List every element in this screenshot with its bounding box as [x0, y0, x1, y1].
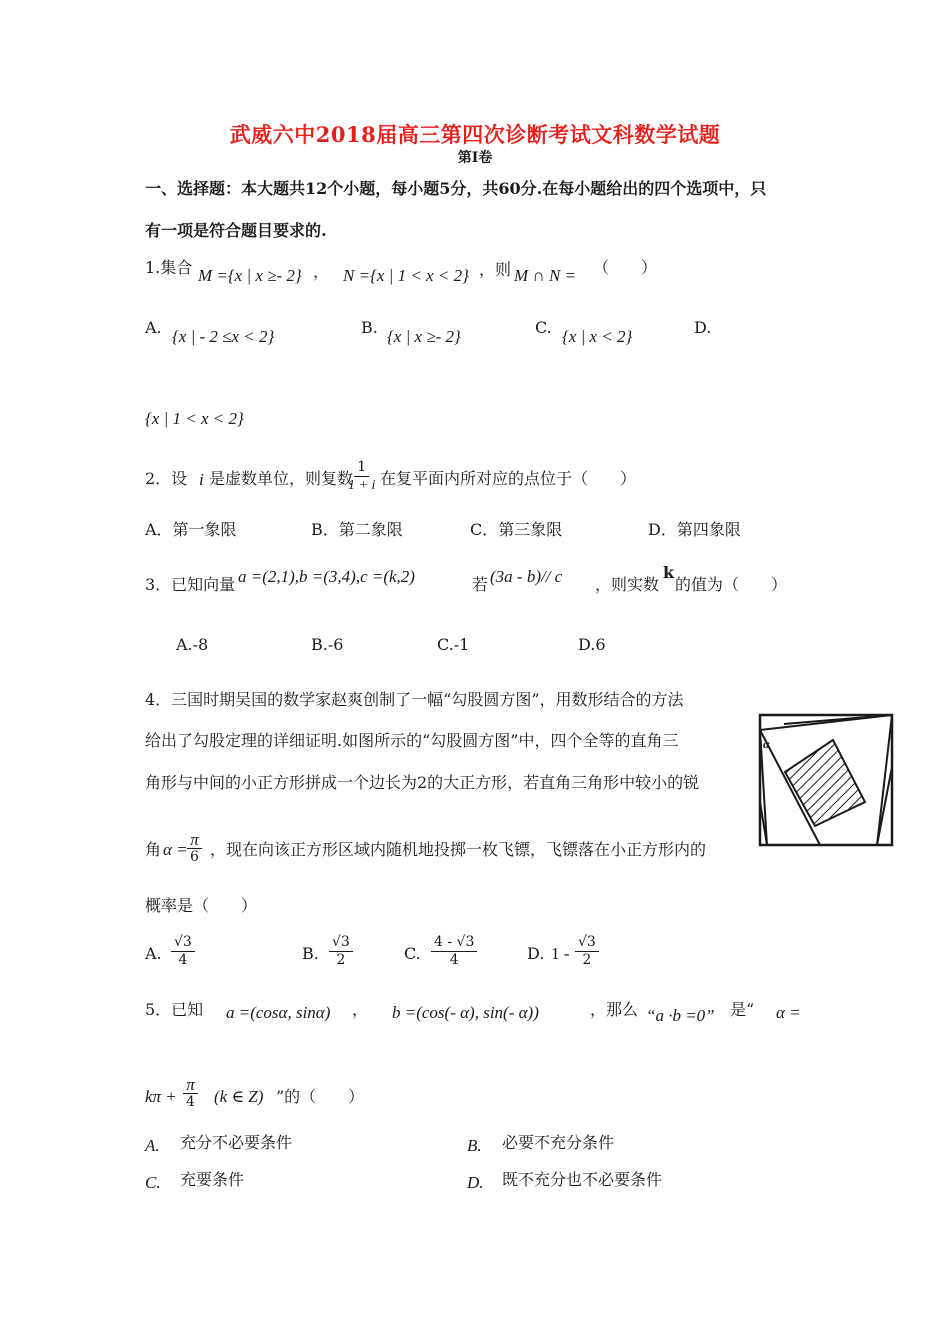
q2-fraction-denominator: 1 + i — [348, 478, 376, 493]
q1-option-b-label: B. — [361, 318, 378, 337]
q5-condition: “a ·b =0” — [646, 1006, 715, 1025]
q4-option-b — [326, 934, 356, 969]
q5-option-a-label: A. — [145, 1136, 160, 1155]
q2-number: 2．设 — [145, 469, 188, 488]
q5-vector-b: b =(cos(- α), sin(- α)) — [392, 1003, 539, 1022]
q2-option-b: B．第二象限 — [311, 520, 403, 539]
q1-option-a: {x | - 2 ≤x < 2} — [172, 327, 275, 346]
q4-option-b-den: 2 — [336, 952, 346, 968]
q2-option-d: D．第四象限 — [648, 520, 741, 539]
q1-set-n: N ={x | 1 < x < 2} — [343, 266, 469, 285]
q4-option-d-den: 2 — [582, 952, 592, 968]
q5-option-a: 充分不必要条件 — [180, 1133, 293, 1152]
q3-number: 3．已知向量 — [145, 575, 236, 594]
gougu-square-figure — [757, 712, 895, 848]
q3-vectors: a =(2,1),b =(3,4),c =(k,2) — [238, 567, 415, 586]
q2-fraction — [342, 459, 381, 494]
figure-alpha-label: α — [763, 737, 770, 751]
q5-k-pi: kπ + — [145, 1087, 177, 1106]
q3-if: 若 — [472, 575, 489, 594]
q4-option-a-den: 4 — [178, 952, 188, 968]
q4-option-c-label: C. — [404, 944, 421, 963]
q4-option-d-num: √3 — [575, 934, 599, 952]
q4-alpha-numerator: π — [187, 831, 202, 849]
q4-line-5: 概率是（ ） — [145, 896, 258, 915]
q2-fraction-numerator: 1 — [354, 459, 369, 477]
q3-option-d: D.6 — [578, 635, 606, 654]
q2-text-2: 在复平面内所对应的点位于（ ） — [380, 469, 637, 488]
q4-option-c-den: 4 — [449, 952, 459, 968]
q4-option-c-num: 4 - √3 — [431, 934, 477, 952]
q1-separator: ， — [313, 262, 330, 281]
q1-intersection: M ∩ N = — [514, 266, 576, 285]
q4-alpha-fraction — [184, 831, 205, 866]
q1-option-b: {x | x ≥- 2} — [387, 327, 461, 346]
q5-option-c-label: C. — [145, 1173, 161, 1192]
q5-alpha-eq: α = — [776, 1003, 801, 1022]
q3-option-b: B.-6 — [311, 635, 344, 654]
q4-option-a-num: √3 — [171, 934, 195, 952]
section-instructions-line1: 一、选择题：本大题共12个小题，每小题5分，共60分.在每小题给出的四个选项中，只 — [145, 179, 767, 198]
q5-is: 是“ — [730, 1000, 755, 1019]
q4-line-3: 角形与中间的小正方形拼成一个边长为2的大正方形，若直角三角形中较小的锐 — [145, 773, 700, 792]
q1-number: 1.集合 — [145, 258, 193, 277]
q1-option-a-label: A. — [145, 318, 162, 337]
q2-option-c: C．第三象限 — [470, 520, 563, 539]
q4-option-d — [572, 934, 602, 969]
q3-text: ，则实数 — [595, 575, 660, 594]
q3-variable-k: k — [663, 563, 675, 582]
q1-option-c: {x | x < 2} — [562, 327, 633, 346]
q1-option-d-label: D. — [694, 318, 712, 337]
q5-pi-fraction — [180, 1076, 201, 1111]
section-instructions-line2: 有一项是符合题目要求的. — [145, 221, 327, 240]
q5-pi-denominator: 4 — [186, 1094, 195, 1110]
q5-vector-a: a =(cosα, sinα) — [226, 1003, 331, 1022]
q4-option-d-prefix: 1 - — [551, 944, 570, 963]
q5-option-c: 充要条件 — [180, 1170, 245, 1189]
q5-k-in-z: (k ∈ Z) — [214, 1087, 264, 1106]
q4-alpha-eq: α = — [163, 840, 188, 859]
q5-option-b-label: B. — [467, 1136, 482, 1155]
q5-option-d-label: D. — [467, 1173, 484, 1192]
q5-option-d: 既不充分也不必要条件 — [502, 1170, 663, 1189]
q2-text-1: 是虚数单位，则复数 — [209, 469, 354, 488]
q4-option-b-label: B. — [302, 944, 319, 963]
q4-line-2: 给出了勾股定理的详细证明.如图所示的“勾股圆方图”中，四个全等的直角三 — [145, 731, 679, 750]
q5-option-b: 必要不充分条件 — [502, 1133, 615, 1152]
paper-part-label: 第Ⅰ卷 — [457, 150, 493, 166]
exam-title: 武威六中2018届高三第四次诊断考试文科数学试题 — [229, 122, 721, 147]
q5-of: ”的（ ） — [276, 1087, 365, 1106]
q4-line-1: 4．三国时期吴国的数学家赵爽创制了一幅“勾股圆方图”，用数形结合的方法 — [145, 690, 684, 709]
q4-option-a-label: A. — [145, 944, 162, 963]
q1-set-m: M ={x | x ≥- 2} — [198, 266, 302, 285]
q4-line-4-post: ，现在向该正方形区域内随机地投掷一枚飞镖，飞镖落在小正方形内的 — [210, 840, 707, 859]
q5-pi-numerator: π — [183, 1076, 198, 1094]
q2-imaginary-unit: i — [199, 470, 204, 489]
q4-option-b-num: √3 — [329, 934, 353, 952]
q5-comma: ， — [352, 1000, 369, 1019]
q3-condition: (3a - b)// c — [490, 567, 563, 586]
q3-tail: 的值为（ ） — [675, 575, 788, 594]
q4-line-4-pre: 角 — [145, 840, 162, 859]
q4-option-c — [428, 934, 480, 969]
q5-number: 5．已知 — [145, 1000, 204, 1019]
q1-answer-paren: （ ） — [593, 258, 658, 277]
q5-text-1: ，那么 — [590, 1000, 639, 1019]
q1-then: ，则 — [479, 260, 512, 279]
q4-option-d-label: D. — [527, 944, 545, 963]
q3-option-c: C.-1 — [437, 635, 470, 654]
q3-option-a: A.-8 — [176, 635, 209, 654]
q4-option-a — [168, 934, 198, 969]
q1-option-d: {x | 1 < x < 2} — [145, 409, 244, 428]
q4-alpha-denominator: 6 — [190, 849, 199, 865]
q2-option-a: A．第一象限 — [145, 520, 237, 539]
q1-option-c-label: C. — [535, 318, 552, 337]
